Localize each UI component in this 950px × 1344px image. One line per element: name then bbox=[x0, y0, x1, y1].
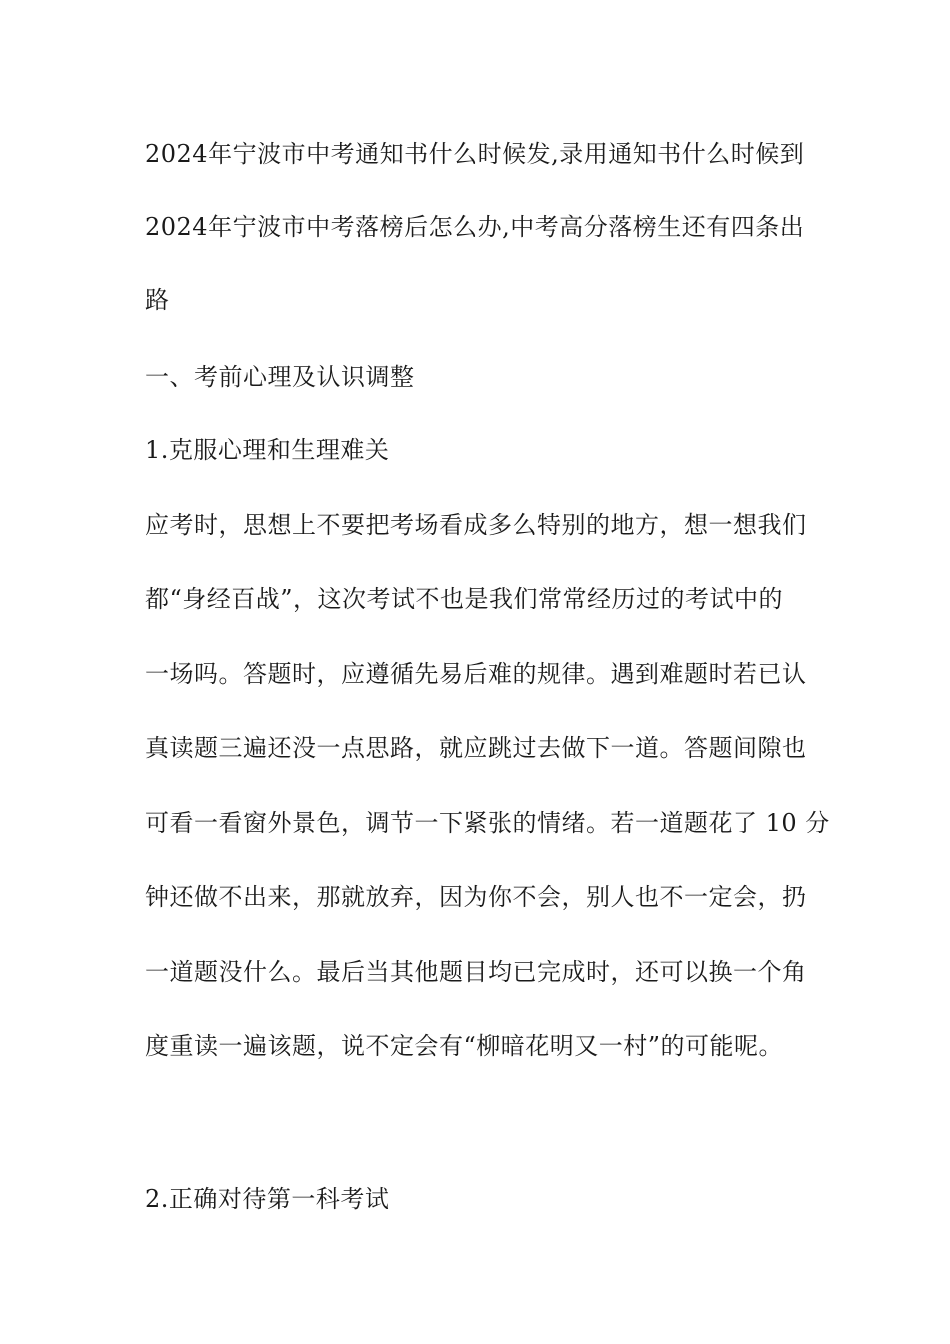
section-heading-1: 一、考前心理及认识调整 bbox=[145, 363, 415, 391]
document-title2-line-2: 路 bbox=[145, 286, 170, 314]
paragraph-line: 一场吗。答题时，应遵循先易后难的规律。遇到难题时若已认 bbox=[145, 660, 807, 688]
paragraph-line: 钟还做不出来，那就放弃，因为你不会，别人也不一定会，扔 bbox=[145, 883, 807, 911]
paragraph-line: 度重读一遍该题，说不定会有“柳暗花明又一村”的可能呢。 bbox=[145, 1032, 784, 1060]
document-title-line-1: 2024年宁波市中考通知书什么时候发,录用通知书什么时候到 bbox=[145, 140, 805, 168]
paragraph-line: 可看一看窗外景色，调节一下紧张的情绪。若一道题花了 10 分 bbox=[145, 809, 830, 837]
document-title2-line-1: 2024年宁波市中考落榜后怎么办,中考高分落榜生还有四条出 bbox=[145, 213, 805, 241]
subsection-heading-2: 2.正确对待第一科考试 bbox=[145, 1185, 390, 1213]
paragraph-line: 真读题三遍还没一点思路，就应跳过去做下一道。答题间隙也 bbox=[145, 734, 807, 762]
subsection-heading-1: 1.克服心理和生理难关 bbox=[145, 436, 390, 464]
paragraph-line: 一道题没什么。最后当其他题目均已完成时，还可以换一个角 bbox=[145, 958, 807, 986]
paragraph-line: 都“身经百战”，这次考试不也是我们常常经历过的考试中的 bbox=[145, 585, 784, 613]
paragraph-line: 应考时，思想上不要把考场看成多么特别的地方，想一想我们 bbox=[145, 511, 807, 539]
